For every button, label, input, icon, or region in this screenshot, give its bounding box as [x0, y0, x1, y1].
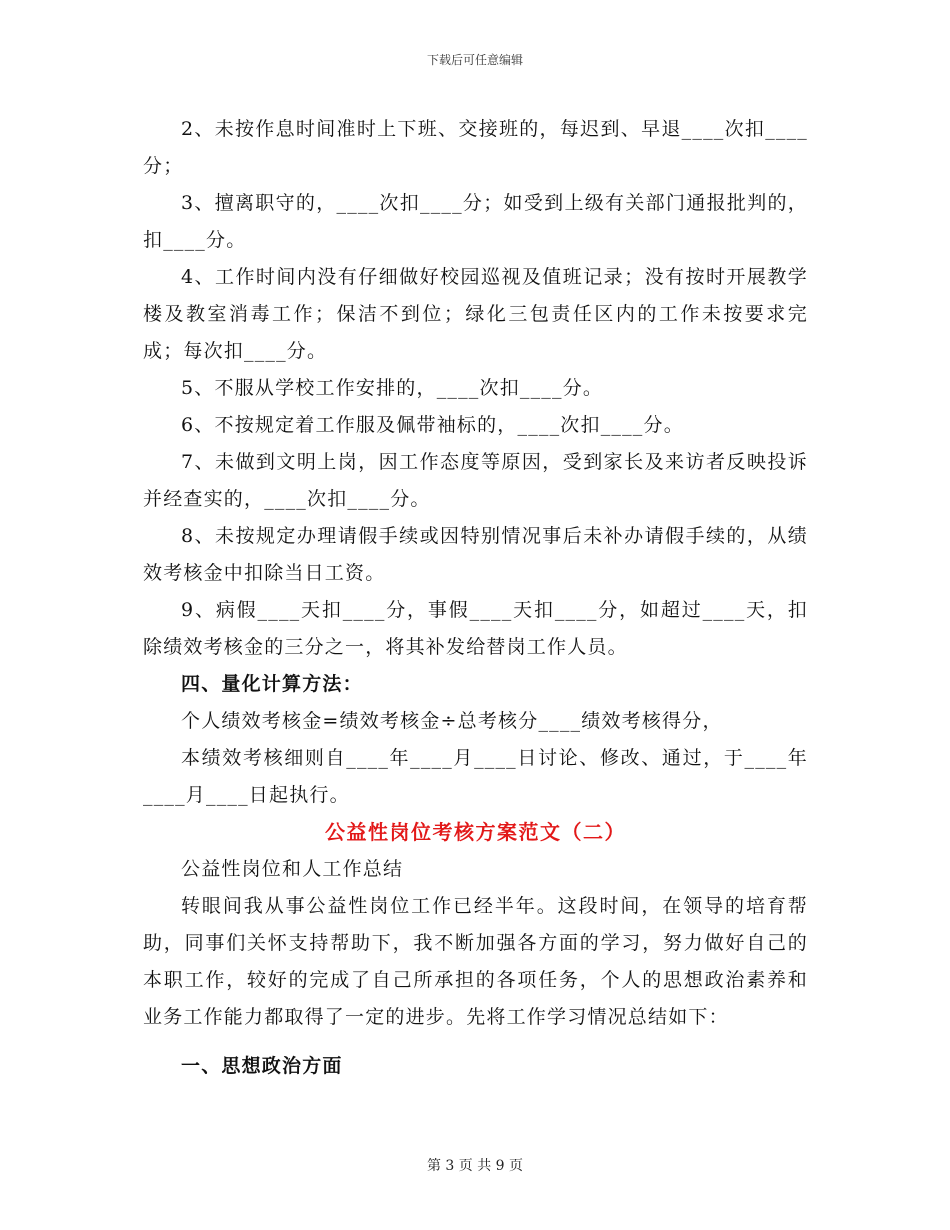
- rule-item-7: 7、未做到文明上岗，因工作态度等原因，受到家长及来访者反映投诉并经查实的，____次扣____分。: [143, 451, 808, 510]
- rule-item-8: 8、未按规定办理请假手续或因特别情况事后未补办请假手续的，从绩效考核金中扣除当日工资。: [143, 525, 808, 584]
- rule-item-3: 3、擅离职守的，____次扣____分；如受到上级有关部门通报批判的，扣____分。: [143, 192, 808, 251]
- section-one-heading: 一、思想政治方面: [181, 1055, 343, 1077]
- rule-item-4: 4、工作时间内没有仔细做好校园巡视及值班记录；没有按时开展教学楼及教室消毒工作；保洁不到位；绿化三包责任区内的工作未按要求完成；每次扣____分。: [143, 266, 808, 362]
- rule-item-2: 2、未按作息时间准时上下班、交接班的，每迟到、早退____次扣____分；: [143, 118, 808, 177]
- document-body: [143, 111, 808, 1085]
- rule-item-5: 5、不服从学校工作安排的，____次扣____分。: [181, 377, 604, 399]
- page-footer: 第 3 页 共 9 页: [426, 1158, 524, 1174]
- rule-item-9: 9、病假____天扣____分，事假____天扣____分，如超过____天，扣除绩效考核金的三分之一，将其补发给替岗工作人员。: [143, 599, 808, 658]
- section-four-heading: 四、量化计算方法：: [181, 673, 363, 695]
- subtitle: 公益性岗位和人工作总结: [181, 858, 404, 880]
- rule-item-6: 6、不按规定着工作服及佩带袖标的，____次扣____分。: [181, 414, 684, 436]
- effective-date-line: 本绩效考核细则自____年____月____日讨论、修改、通过，于____年____月____日起执行。: [143, 747, 808, 806]
- section-title: 公益性岗位考核方案范文（二）: [325, 820, 626, 844]
- spacer: [143, 1036, 808, 1048]
- page-header: 下载后可任意编辑: [426, 53, 523, 67]
- intro-paragraph: 转眼间我从事公益性岗位工作已经半年。这段时间，在领导的培育帮助，同事们关怀支持帮助下，我不断加强各方面的学习，努力做好自己的本职工作，较好的完成了自己所承担的各项任务，个人的思想政治素养和业务工作能力都取得了一定的进步。先将工作学习情况总结如下：: [143, 895, 808, 1028]
- formula-line: 个人绩效考核金=绩效考核金÷总考核分____绩效考核得分，: [181, 710, 723, 732]
